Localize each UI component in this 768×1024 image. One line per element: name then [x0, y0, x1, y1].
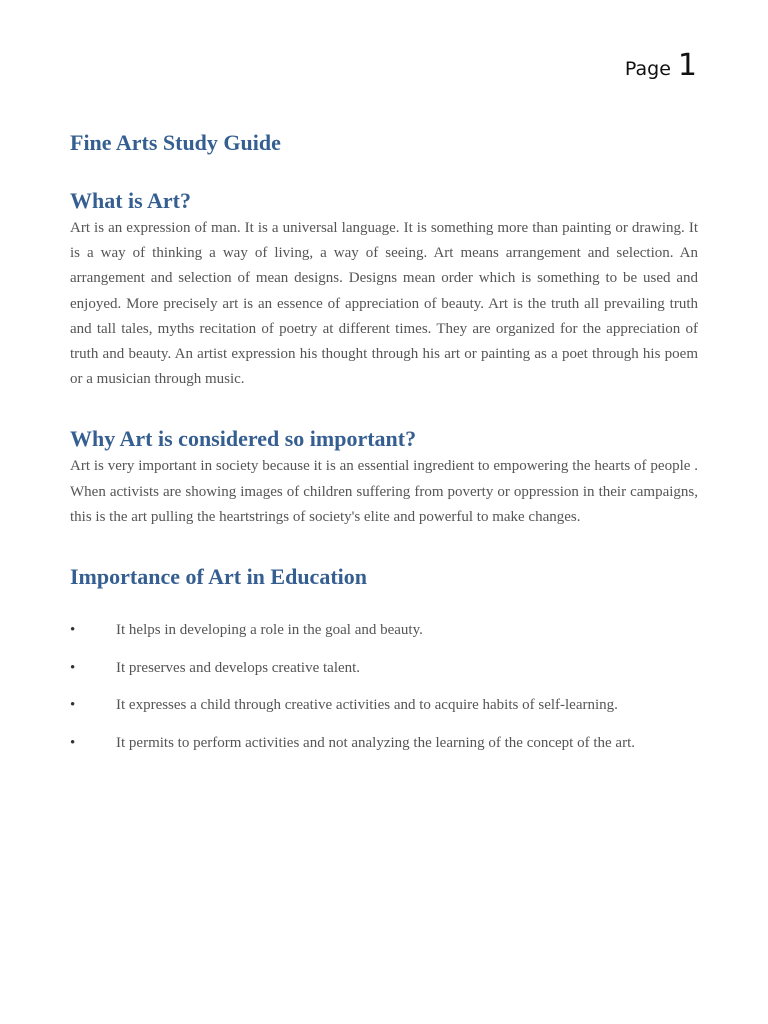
page-header — [625, 48, 697, 83]
section-paragraph-what-is-art: Art is an expression of man. It is a universal language. It is something more than painting or drawing. It is a way of thinking a way of living, a way of seeing. Art means arrangement and selection. An arrangement and selection of mean designs. Designs mean order which is something to be used and enjoyed. More precisely art is an essence of appreciation of beauty. Art is the truth all prevailing truth and tall tales, myths recitation of poetry at different times. They are organized for the appreciation of truth and beauty. An artist expression his thought through his art or painting as a poet through his poem or a musician through music. — [70, 220, 698, 388]
document-body — [70, 128, 698, 770]
list-item-text: It expresses a child through creative activities and to acquire habits of self-learning. — [116, 697, 618, 714]
section-heading-what-is-art: What is Art? — [70, 188, 191, 213]
section-heading-why-art-important: Why Art is considered so important? — [70, 426, 417, 452]
section-paragraph-why-art-important: Art is very important in society because it is an essential ingredient to empowering the hearts of people . When activists are showing images of children suffering from poverty or oppression in their campaigns, this is the art pulling the heartstrings of society's elite and powerful to make changes. — [70, 458, 698, 525]
document-title: Fine Arts Study Guide — [70, 130, 281, 155]
page-number: 1 — [677, 48, 697, 83]
bullet-marker: • — [70, 622, 76, 639]
list-item — [70, 733, 698, 753]
bullet-list — [70, 620, 698, 753]
bullet-marker: • — [70, 734, 76, 751]
list-item-text: It permits to perform activities and not analyzing the learning of the concept of the art. — [116, 734, 635, 751]
page-label: Page — [624, 58, 671, 80]
list-item-text: It preserves and develops creative talent. — [116, 659, 361, 676]
section-heading-art-in-education: Importance of Art in Education — [70, 564, 367, 590]
bullet-marker: • — [70, 659, 76, 676]
list-item — [70, 658, 698, 678]
list-item — [70, 695, 698, 715]
list-item — [70, 620, 698, 640]
bullet-marker: • — [70, 697, 76, 714]
list-item-text: It helps in developing a role in the goal and beauty. — [116, 622, 423, 639]
